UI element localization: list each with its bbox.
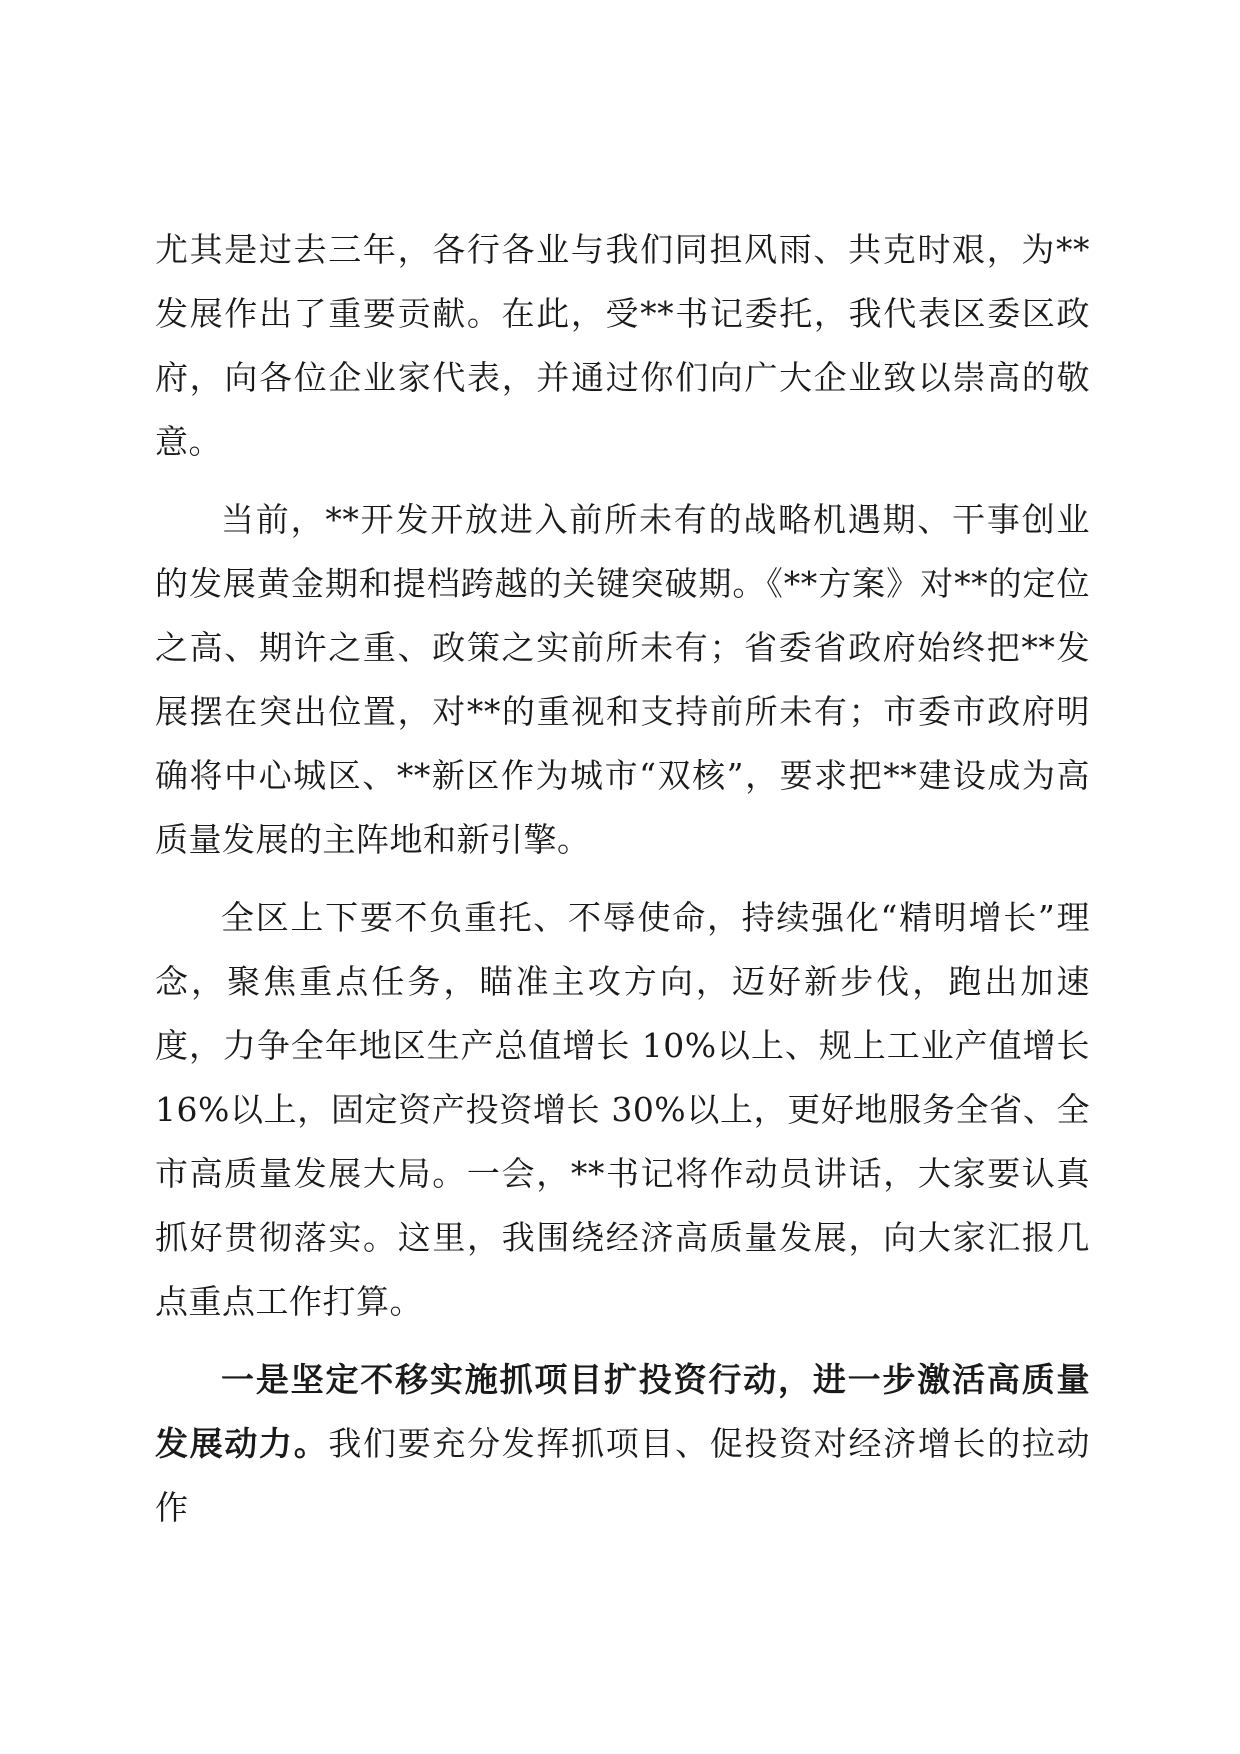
paragraph-3 [155,886,1090,1334]
paragraph-4-text: 我们要充分发挥抓项目、促投资对经济增长的拉动作 [155,1424,1091,1527]
paragraph-1 [155,218,1090,474]
paragraph-2 [155,488,1090,872]
paragraph-4-heading: 一是坚定不移实施抓项目扩投资行动，进一步激活高质量发展动力。 [155,1360,1090,1463]
paragraph-2-text: 当前，**开发开放进入前所未有的战略机遇期、干事创业的发展黄金期和提档跨越的关键突破期。《**方案》对**的定位之高、期许之重、政策之实前所未有；省委省政府始终把**发展摆在突出位置，对**的重视和支持前所未有；市委市政府明确将中心城区、**新区作为城市“双核”，要求把**建设成为高质量发展的主阵地和新引擎。 [155,500,1090,859]
paragraph-3-text: 全区上下要不负重托、不辱使命，持续强化“精明增长”理念，聚焦重点任务，瞄准主攻方向，迈好新步伐，跑出加速度，力争全年地区生产总值增长 10%以上、规上工业产值增长 16%以上，固定资产投资增长 30%以上，更好地服务全省、全市高质量发展大局。一会，**书记将作动员讲话，大家要认真抓好贯彻落实。这里，我围绕经济高质量发展，向大家汇报几点重点工作打算。 [155,898,1090,1321]
document-body [155,218,1090,1540]
paragraph-1-text: 尤其是过去三年，各行各业与我们同担风雨、共克时艰，为**发展作出了重要贡献。在此，受**书记委托，我代表区委区政府，向各位企业家代表，并通过你们向广大企业致以崇高的敬意。 [155,230,1090,461]
paragraph-4 [155,1348,1090,1540]
